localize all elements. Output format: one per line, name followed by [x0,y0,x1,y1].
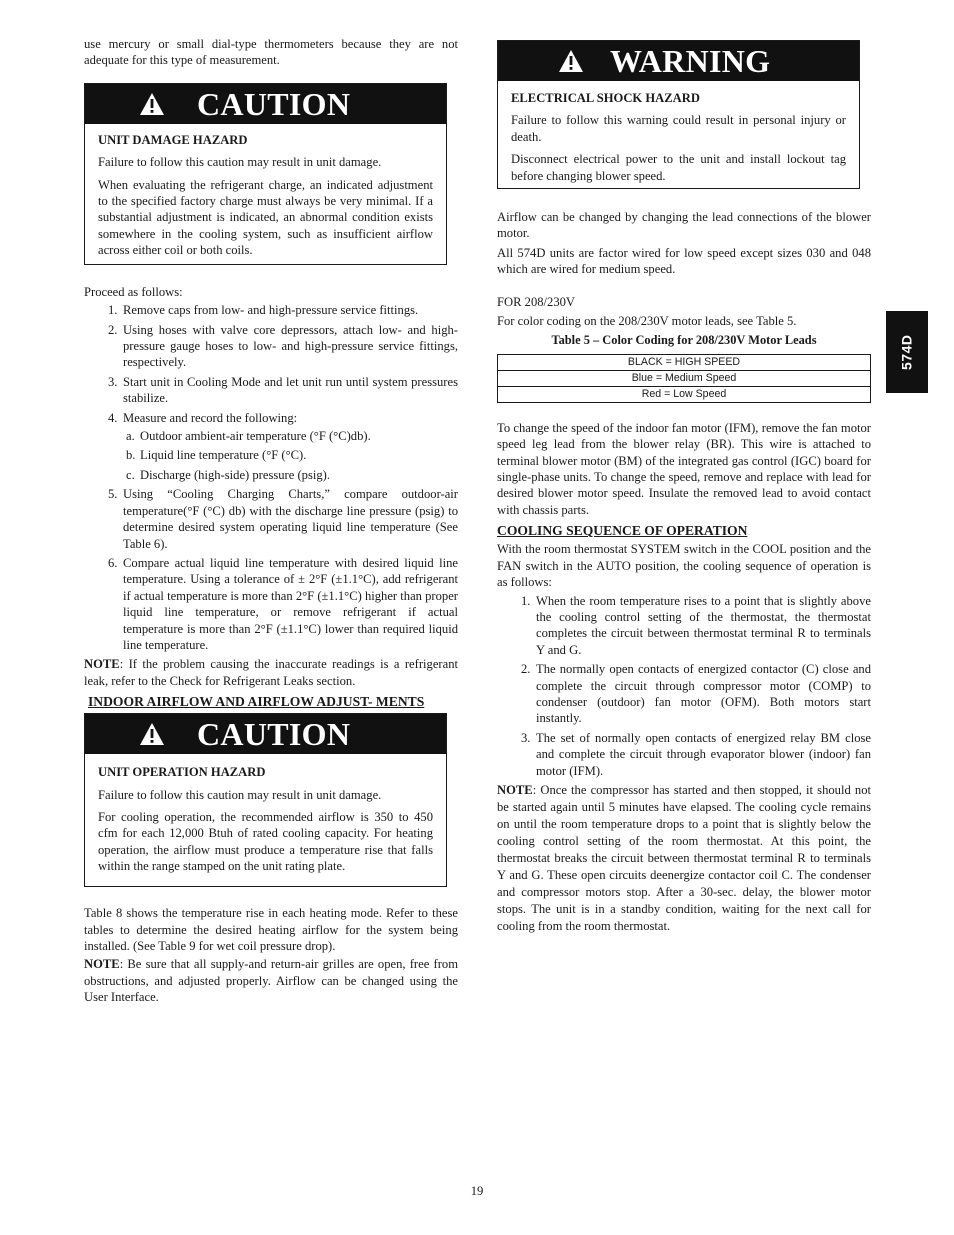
measurement-sublist [123,428,458,483]
intro-paragraph: use mercury or small dial-type thermometers because they are not adequate for this type of measurement. [84,37,458,68]
warning-text: Failure to follow this warning could result in personal injury or death. [511,113,846,144]
caution-header [85,84,446,124]
table-row: Red = Low Speed [498,386,871,402]
list-item: 1. Remove caps from low- and high-pressure service fittings. [108,303,419,318]
charging-steps-list [84,302,458,653]
fan-speed-paragraph: To change the speed of the indoor fan motor (IFM), remove the fan motor speed leg lead from the blower relay (BR). This wire is attached to terminal blower motor (BM) of the integrated gas control (IGC) board for single-phase units. To change the speed, remove and replace with lead for desired blower motor speed. Insulate the removed lead to avoid contact with chassis parts. [497,420,871,517]
cooling-sequence-list [497,593,871,779]
color-coding-paragraph: For color coding on the 208/230V motor leads, see Table 5. [497,314,797,329]
cooling-intro-paragraph: With the room thermostat SYSTEM switch in the COOL position and the FAN switch in the AUTO position, the cooling sequence of operation is as follows: [497,542,871,590]
warning-box-electrical-shock [497,40,860,189]
model-label: 574D [898,334,915,370]
table8-paragraph: Table 8 shows the temperature rise in each heating mode. Refer to these tables to determine the desired heating airflow for the system being installed. (See Table 9 for wet coil pressure drop). [84,906,458,953]
voltage-heading: FOR 208/230V [497,294,576,309]
caution-title: CAUTION [197,716,351,753]
list-item: 2. The normally open contacts of energized contactor (C) close and complete the circuit through compressor motor (COMP) to condenser (outdoor) fan motor (OFM). Both motors start instantly. [521,662,871,726]
warning-header [498,41,859,81]
caution-title: CAUTION [197,85,351,122]
caution-box-unit-damage [84,83,447,265]
warning-title: WARNING [610,43,771,79]
hazard-title: ELECTRICAL SHOCK HAZARD [511,91,700,105]
table-row: BLACK = HIGH SPEED [498,354,871,370]
caution-text: Failure to follow this caution may result in unit damage. [98,787,382,802]
note-compressor: NOTE: Once the compressor has started and then stopped, it should not be started again until 5 minutes have elapsed. The cooling cycle remains on until the room temperature drops to a point that is slightly below the cooling control setting of the room thermostat. At this point, the thermostat breaks the circuit between thermostat terminal R to terminals Y and G. These open circuits deenergize contactor coil C. The condenser and compressor motors stop. After a 30-sec. delay, the blower motor stops. The unit is in a standby condition, waiting for the next call for cooling from the room thermostat. [497,782,871,933]
factory-wiring-paragraph: All 574D units are factor wired for low speed except sizes 030 and 048 which are wired for medium speed. [497,245,871,277]
right-column [497,40,871,935]
caution-text: Failure to follow this caution may result in unit damage. [98,155,382,170]
list-item: c. Discharge (high-side) pressure (psig). [126,467,331,482]
warning-triangle-icon [558,49,584,73]
model-side-tab [886,311,928,393]
hazard-title: UNIT DAMAGE HAZARD [98,132,248,147]
airflow-paragraph: Airflow can be changed by changing the lead connections of the blower motor. [497,210,871,241]
left-column [84,36,458,1006]
hazard-title: UNIT OPERATION HAZARD [98,765,266,780]
list-item: 4. Measure and record the following: a. Outdoor ambient-air temperature (°F (°C)db). b. Liquid line temperature (°F (°C). c. Discharge (high-side) pressure (psig). [84,410,458,484]
table5-caption: Table 5 – Color Coding for 208/230V Motor Leads [551,333,817,348]
proceed-text: Proceed as follows: [84,284,183,299]
page-number: 19 [470,1184,484,1198]
section-heading-indoor-airflow: INDOOR AIRFLOW AND AIRFLOW ADJUST- MENTS [88,694,425,710]
note-grilles: NOTE: Be sure that all supply-and return-air grilles are open, free from obstructions, and adjusted properly. Airflow can be changed using the User Interface. [84,957,458,1005]
list-item: b. Liquid line temperature (°F (°C). [126,448,307,463]
list-item: 2. Using hoses with valve core depressors, attach low- and high-pressure gauge hoses to low- and high-pressure service fittings, respectively. [108,322,458,370]
list-item: a. Outdoor ambient-air temperature (°F (°C)db). [126,429,371,444]
caution-text: When evaluating the refrigerant charge, an indicated adjustment to the specified factory charge must always be very minimal. If a substantial adjustment is indicated, an abnormal condition exists somewhere in the cooling system, such as insufficient airflow across either coil or both coils. [98,177,433,258]
list-item: 6. Compare actual liquid line temperature with desired liquid line temperature. Using a tolerance of ± 2°F (±1.1°C), add refrigerant if actual temperature is more than 2°F (±1.1°C) higher than proper liquid line temperature, or remove refrigerant if actual temperature is more than 2°F (±1.1°C) lower than required liquid line temperature. [108,555,458,652]
warning-text: Disconnect electrical power to the unit and install lockout tag before changing blower speed. [511,152,846,183]
list-item: 1. When the room temperature rises to a point that is slightly above the cooling control setting of the thermostat, the thermostat completes the circuit between thermostat terminal R to terminals Y and G. [521,593,871,657]
list-item: 3. The set of normally open contacts of energized relay BM close and complete the circuit through evaporator blower (indoor) fan motor (IFM). [521,730,871,778]
list-item: 3. Start unit in Cooling Mode and let unit run until system pressures stabilize. [108,374,458,406]
list-item: 5. Using “Cooling Charging Charts,” compare outdoor-air temperature(°F (°C) db) with the discharge line pressure (psig) to determine desired system operating liquid line temperature (See Table 6). [108,487,458,551]
section-heading-cooling-sequence: COOLING SEQUENCE OF OPERATION [497,523,748,539]
caution-header [85,714,446,754]
table-row: Blue = Medium Speed [498,370,871,386]
warning-triangle-icon [139,92,165,116]
caution-box-unit-operation [84,713,447,887]
warning-triangle-icon [139,722,165,746]
caution-text: For cooling operation, the recommended airflow is 350 to 450 cfm for each 12,000 Btuh of rated cooling capacity. For heating operation, the airflow must produce a temperature rise that falls within the range stamped on the unit rating plate. [98,809,433,874]
note-refrigerant-leak: NOTE: If the problem causing the inaccurate readings is a refrigerant leak, refer to the Check for Refrigerant Leaks section. [84,657,458,688]
table5-color-coding [497,354,871,403]
